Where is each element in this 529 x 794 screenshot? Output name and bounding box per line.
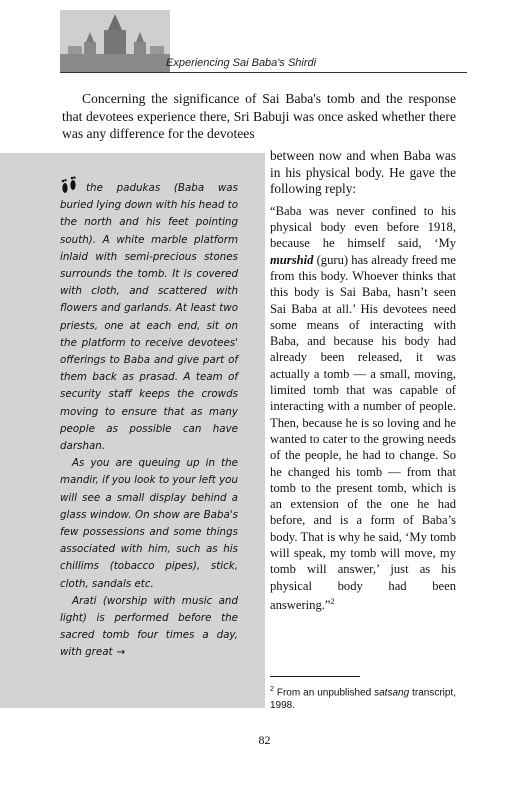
header-rule: [60, 72, 467, 73]
quote-term: murshid: [270, 252, 314, 267]
footnote: [270, 684, 456, 712]
footprints-icon: [60, 176, 78, 196]
footnote-number: 2: [270, 686, 274, 693]
continue-arrow-icon: →: [116, 646, 126, 659]
quote-part-1: “Baba was never confined to his physical body even before 1918, because he himself said, ‘My: [270, 203, 456, 251]
intro-paragraph: Concerning the significance of Sai Baba's tomb and the response that devotees experience there, Sri Babuji was once asked whether there was any difference for the devotees: [62, 91, 456, 141]
sidebar-paragraph-3: [60, 593, 238, 662]
temple-photo-icon: [60, 10, 170, 72]
running-title: Experiencing Sai Baba's Shirdi: [166, 57, 317, 69]
quote-part-2: (guru) has already freed me from this body. Whoever thinks that this body is Sai Baba, hasn’t seen Sai Baba at all.’ His devotees need some means of interacting with Baba, and because his body had already been released, it was actually a tomb — a small, moving, limited tomb that was capable of interacting with a number of people. Then, because he is so loving and he wanted to cater to the growing needs of the people, he had to change. So he changed his tomb — from that tomb to the present tomb, which is an extension of the one he had before, and is a form of Baba’s body. That is why he said, ‘My tomb will speak, my tomb will move, my tomb will answer,’ just as his physical body had been answering.”: [270, 252, 456, 613]
sidebar-paragraph-1-text: the padukas (Baba was buried lying down with his head to the north and his feet pointing south). A white marble platform inlaid with semi-precious stones surrounds the tomb. It is covered with cloth, and scattered with flowers and garlands. At least two priests, one at each end, sit on the platform to receive devotees' offerings to Baba and give part of them back as prasad. A team of security staff keeps the crowds moving to ensure that as many people as possible can have darshan.: [60, 182, 238, 453]
footnote-text-after: transcript, 1998.: [270, 687, 456, 711]
page-number: 82: [258, 733, 271, 747]
sidebar-text: [60, 176, 238, 662]
continuation-text: between now and when Baba was in his physical body. He gave the following reply:: [270, 148, 456, 197]
babuji-quote: [270, 203, 456, 614]
footnote-term: satsang: [374, 687, 410, 699]
main-column: [270, 148, 456, 613]
sidebar-paragraph-3-text: Arati (worship with music and light) is performed before the sacred tomb four times a day, with great: [60, 594, 238, 659]
footnote-text-before: From an unpublished: [276, 687, 375, 699]
footnote-marker: 2: [330, 596, 335, 606]
footnote-rule: [270, 676, 360, 677]
sidebar-paragraph-1: [60, 176, 238, 455]
sidebar-paragraph-2: As you are queuing up in the mandir, if you look to your left you will see a small display behind a glass window. On show are Baba's few possessions and some things associated with him, such as his chillims (tobacco pipes), stick, cloth, sandals etc.: [60, 457, 238, 590]
